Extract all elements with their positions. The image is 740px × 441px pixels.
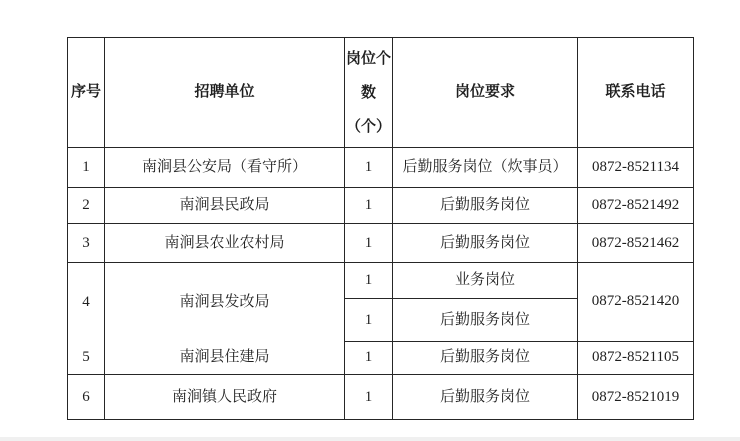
table-row: [68, 263, 694, 299]
header-requirement: 岗位要求: [393, 38, 578, 148]
unit-stack: [105, 263, 344, 374]
cell-requirement: 业务岗位: [393, 263, 578, 299]
cell-count: 1: [345, 299, 393, 341]
cell-unit: 南涧县公安局（看守所）: [105, 148, 345, 188]
seq-stack: [68, 263, 104, 374]
cell-seq: 5: [82, 349, 90, 366]
cell-seq: 6: [68, 375, 105, 420]
cell-phone: 0872-8521134: [578, 148, 694, 188]
cell-unit: 南涧县发改局: [179, 293, 270, 310]
cell-seq: 3: [68, 224, 105, 263]
header-count-line1: 岗位个: [345, 50, 391, 67]
cell-seq: 4: [82, 293, 90, 310]
screenshot-bottom-edge: [0, 437, 740, 441]
cell-unit: 南涧县农业农村局: [105, 224, 345, 263]
cell-count: 1: [345, 188, 393, 224]
header-unit: 招聘单位: [105, 38, 345, 148]
cell-seq-merged-4-5: [68, 263, 105, 375]
cell-requirement: 后勤服务岗位: [393, 299, 578, 341]
cell-unit-merged-4-5: [105, 263, 345, 375]
table-row: [68, 148, 694, 188]
header-count-line2: 数: [360, 84, 376, 101]
cell-requirement: 后勤服务岗位: [393, 188, 578, 224]
cell-unit: 南涧县民政局: [105, 188, 345, 224]
cell-unit: 南涧县住建局: [179, 349, 270, 366]
cell-requirement: 后勤服务岗位（炊事员）: [393, 148, 578, 188]
cell-count: 1: [345, 148, 393, 188]
header-phone: 联系电话: [578, 38, 694, 148]
recruitment-table: [67, 37, 694, 420]
cell-phone: 0872-8521420: [578, 263, 694, 342]
table-header-row: [68, 38, 694, 148]
cell-count: 1: [345, 375, 393, 420]
table-row: [68, 224, 694, 263]
cell-count: 1: [345, 341, 393, 374]
cell-seq: 2: [68, 188, 105, 224]
cell-requirement: 后勤服务岗位: [393, 341, 578, 374]
cell-requirement: 后勤服务岗位: [393, 375, 578, 420]
cell-unit: 南涧镇人民政府: [105, 375, 345, 420]
cell-seq: 1: [68, 148, 105, 188]
header-count-line3: （个）: [345, 118, 391, 135]
header-count: [345, 38, 393, 148]
recruitment-table-container: [67, 37, 694, 420]
cell-phone: 0872-8521019: [578, 375, 694, 420]
cell-phone: 0872-8521462: [578, 224, 694, 263]
cell-phone: 0872-8521492: [578, 188, 694, 224]
cell-count: 1: [345, 224, 393, 263]
table-row: [68, 188, 694, 224]
cell-count: 1: [345, 263, 393, 299]
header-seq: 序号: [68, 38, 105, 148]
cell-phone: 0872-8521105: [578, 341, 694, 374]
cell-requirement: 后勤服务岗位: [393, 224, 578, 263]
table-row: [68, 375, 694, 420]
